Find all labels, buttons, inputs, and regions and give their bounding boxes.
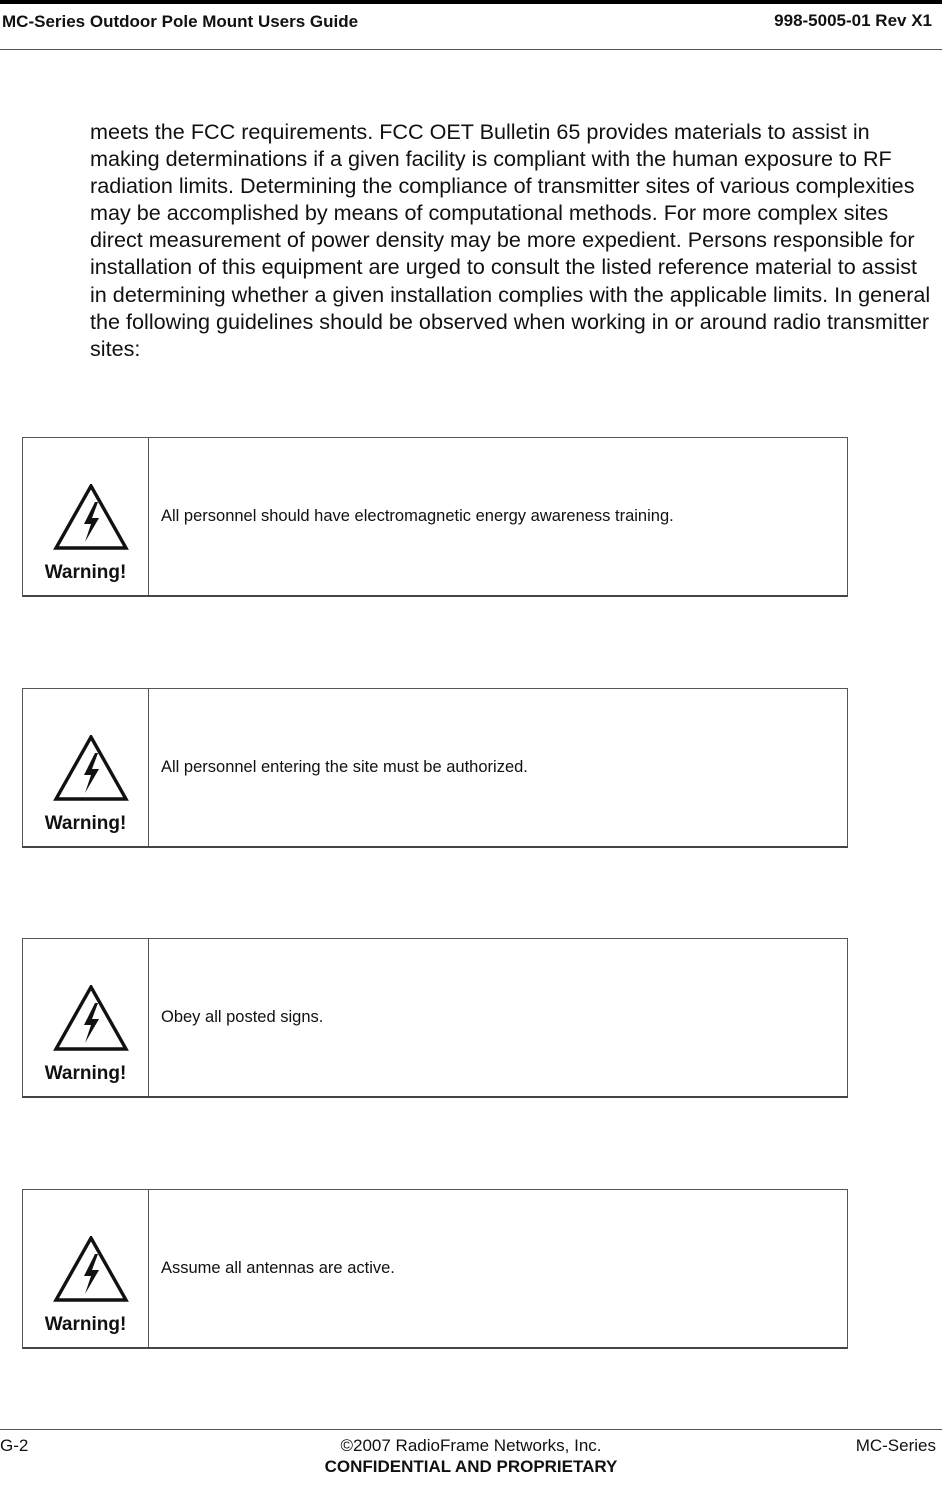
warning-box <box>22 688 848 848</box>
header-top-rule <box>0 0 942 4</box>
header-doc-number: 998-5005-01 Rev X1 <box>774 11 932 30</box>
warning-text: All personnel entering the site must be authorized. <box>161 758 528 776</box>
header-rule <box>0 49 942 50</box>
warning-label: Warning! <box>44 1063 127 1084</box>
warning-text: Obey all posted signs. <box>161 1008 324 1026</box>
warning-text: All personnel should have electromagnetic energy awareness training. <box>161 507 674 525</box>
footer-series: MC-Series <box>855 1436 936 1455</box>
electrical-hazard-icon <box>53 1236 129 1304</box>
warning-text: Assume all antennas are active. <box>161 1259 395 1277</box>
warning-icon-cell <box>23 689 149 846</box>
warning-label: Warning! <box>44 1314 127 1335</box>
warning-label: Warning! <box>44 562 127 583</box>
warning-label: Warning! <box>44 813 127 834</box>
body-paragraph: meets the FCC requirements. FCC OET Bulletin 65 provides materials to assist in making determinations if a given facility is compliant with the human exposure to RF radiation limits. Determining the compliance of transmitter sites of various complexities may be accomplished by means of computational methods. For more complex sites direct measurement of power density may be more expedient. Persons responsible for installation of this equipment are urged to consult the listed reference material to assist in determining whether a given installation complies with the applicable limits. In general the following guidelines should be observed when working in or around radio transmitter sites: <box>90 119 931 361</box>
footer-copyright: ©2007 RadioFrame Networks, Inc. <box>340 1436 602 1455</box>
warning-box <box>22 437 848 597</box>
electrical-hazard-icon <box>53 985 129 1053</box>
warning-box <box>22 938 848 1098</box>
footer-rule <box>0 1429 942 1430</box>
footer-page-number: G-2 <box>0 1436 29 1455</box>
warning-icon-cell <box>23 438 149 595</box>
warning-box <box>22 1189 848 1349</box>
warning-icon-cell <box>23 939 149 1096</box>
electrical-hazard-icon <box>53 484 129 552</box>
header-title: MC-Series Outdoor Pole Mount Users Guide <box>2 12 359 31</box>
footer-confidential: CONFIDENTIAL AND PROPRIETARY <box>324 1457 618 1476</box>
warning-icon-cell <box>23 1190 149 1347</box>
electrical-hazard-icon <box>53 735 129 803</box>
